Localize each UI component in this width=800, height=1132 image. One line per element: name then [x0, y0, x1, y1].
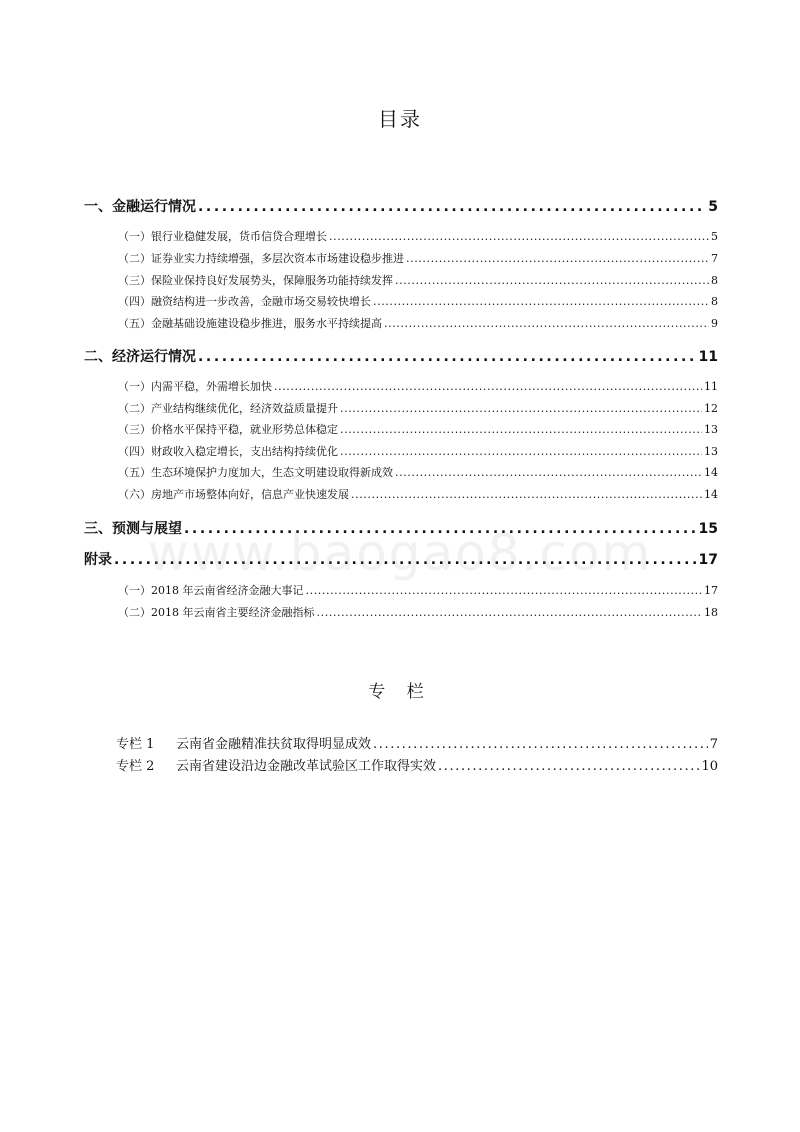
toc-entry-label: （二）产业结构继续优化，经济效益质量提升: [118, 402, 338, 415]
toc-entry-label: （一）内需平稳，外需增长加快: [118, 380, 272, 393]
column-entry-1[interactable]: [116, 733, 718, 752]
toc-entry-section-1-5[interactable]: [118, 315, 718, 331]
toc-entry-page: 12: [704, 402, 718, 415]
toc-entry-page: 9: [711, 317, 718, 330]
toc-entry-page: 13: [704, 445, 718, 458]
page-title: 目录: [378, 107, 422, 131]
toc-entry-label: （五）金融基础设施建设稳步推进，服务水平持续提高: [118, 317, 382, 330]
toc-entry-page: 7: [711, 252, 718, 265]
toc-entry-page: 8: [711, 295, 718, 308]
dot-leader: [317, 606, 703, 619]
toc-entry-page: 14: [704, 466, 718, 479]
toc-entry-label: 一、金融运行情况: [84, 199, 196, 215]
dot-leader: [329, 230, 709, 243]
toc-entry-appendix[interactable]: [84, 549, 718, 569]
toc-entry-label: （四）融资结构进一步改善，金融市场交易较快增长: [118, 295, 371, 308]
dot-leader: [340, 402, 702, 415]
toc-entry-section-2-1[interactable]: [118, 378, 718, 394]
dot-leader: [198, 349, 697, 365]
column-label: 云南省建设沿边金融改革试验区工作取得实效: [176, 759, 437, 774]
dot-leader: [340, 445, 702, 458]
toc-entry-section-1-3[interactable]: [118, 272, 718, 288]
toc-entry-label: （一）银行业稳健发展，货币信贷合理增长: [118, 230, 327, 243]
column-label: 云南省金融精准扶贫取得明显成效: [176, 737, 372, 752]
toc-entry-label: （四）财政收入稳定增长，支出结构持续优化: [118, 445, 338, 458]
toc-entry-section-2-6[interactable]: [118, 486, 718, 502]
toc-entry-label: 二、经济运行情况: [84, 349, 196, 365]
dot-leader: [373, 295, 709, 308]
dot-leader: [184, 521, 697, 537]
toc-entry-label: （二）证券业实力持续增强，多层次资本市场建设稳步推进: [118, 252, 404, 265]
toc-entry-page: 11: [698, 349, 718, 365]
column-entry-2[interactable]: [116, 755, 718, 774]
dot-leader: [406, 252, 709, 265]
toc-entry-section-1-2[interactable]: [118, 250, 718, 266]
dot-leader: [395, 274, 709, 287]
toc-entry-page: 17: [698, 552, 718, 568]
toc-entry-section-1-1[interactable]: [118, 228, 718, 244]
column-number: 专栏 2: [116, 759, 155, 774]
dot-leader: [351, 488, 702, 501]
dot-leader: [114, 552, 697, 568]
toc-entry-section-2-2[interactable]: [118, 400, 718, 416]
dot-leader: [438, 759, 699, 774]
toc-entry-page: 17: [704, 584, 718, 597]
toc-entry-label: 附录: [84, 552, 112, 568]
toc-entry-section-2-5[interactable]: [118, 464, 718, 480]
toc-entry-appendix-2[interactable]: [118, 604, 718, 620]
toc-entry-label: （六）房地产市场整体向好，信息产业快速发展: [118, 488, 349, 501]
dot-leader: [340, 423, 702, 436]
column-page: 10: [701, 759, 718, 774]
toc-entry-page: 15: [698, 521, 718, 537]
dot-leader: [198, 199, 706, 215]
toc-entry-page: 18: [704, 606, 718, 619]
dot-leader: [384, 317, 709, 330]
toc-entry-section-2-3[interactable]: [118, 421, 718, 437]
toc-entry-label: （三）价格水平保持平稳，就业形势总体稳定: [118, 423, 338, 436]
toc-entry-section-1[interactable]: [84, 196, 718, 216]
toc-entry-section-3[interactable]: [84, 518, 718, 538]
toc-entry-label: （二）2018 年云南省主要经济金融指标: [118, 606, 315, 619]
toc-entry-label: （三）保险业保持良好发展势头，保障服务功能持续发挥: [118, 274, 393, 287]
toc-entry-label: （一）2018 年云南省经济金融大事记: [118, 584, 304, 597]
columns-title: 专 栏: [368, 682, 432, 702]
toc-entry-label: 三、预测与展望: [84, 521, 182, 537]
dot-leader: [306, 584, 703, 597]
toc-entry-appendix-1[interactable]: [118, 582, 718, 598]
toc-entry-label: （五）生态环境保护力度加大，生态文明建设取得新成效: [118, 466, 393, 479]
toc-entry-page: 14: [704, 488, 718, 501]
watermark: www.baogao8.com: [147, 524, 653, 582]
dot-leader: [274, 380, 702, 393]
toc-entry-section-1-4[interactable]: [118, 293, 718, 309]
column-number: 专栏 1: [116, 737, 155, 752]
toc-entry-page: 13: [704, 423, 718, 436]
dot-leader: [395, 466, 702, 479]
toc-entry-page: 5: [711, 230, 718, 243]
toc-entry-page: 11: [704, 380, 718, 393]
toc-entry-section-2[interactable]: [84, 346, 718, 366]
toc-entry-section-2-4[interactable]: [118, 443, 718, 459]
dot-leader: [373, 737, 708, 752]
toc-entry-page: 5: [708, 199, 718, 215]
toc-entry-page: 8: [711, 274, 718, 287]
column-page: 7: [709, 737, 718, 752]
